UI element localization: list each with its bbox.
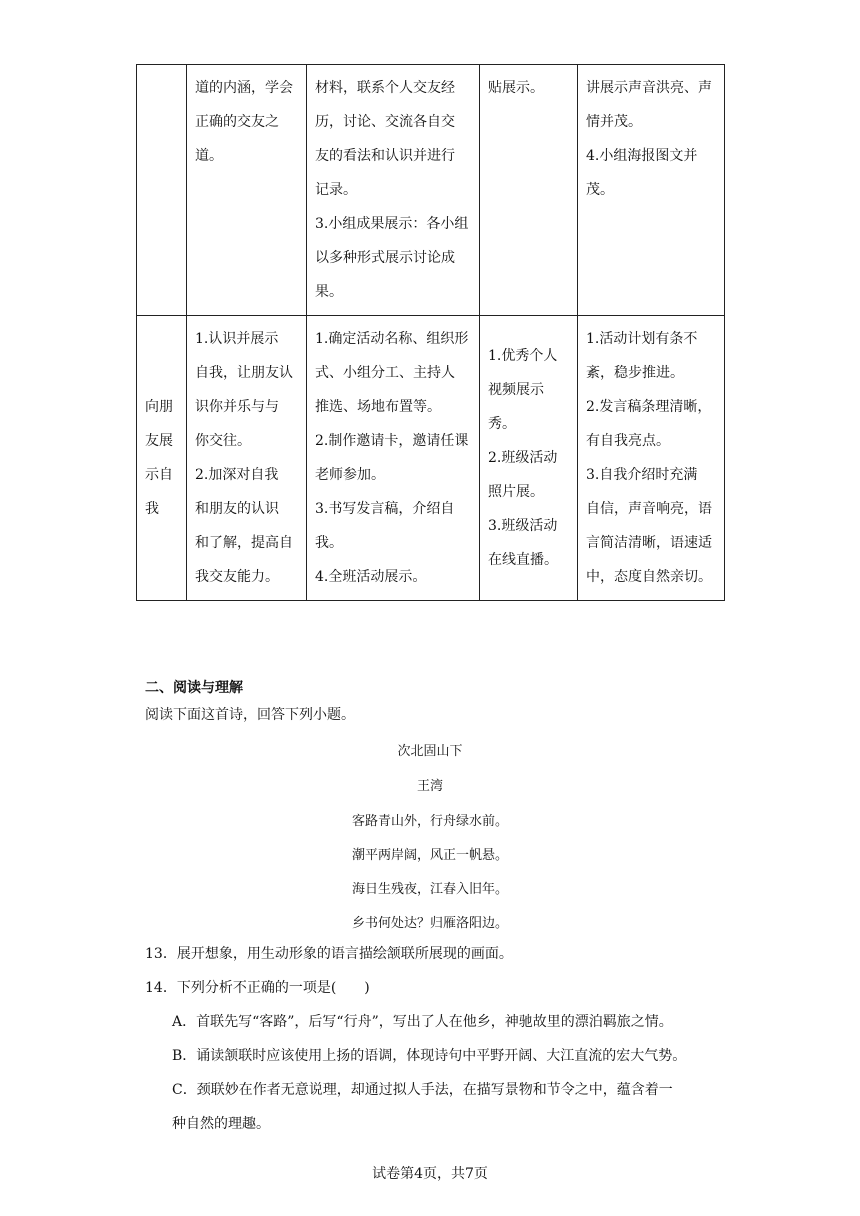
cell-line: 道的内涵，学会: [195, 80, 293, 96]
cell-line: 2.加深对自我: [195, 467, 279, 483]
table-cell: [137, 316, 187, 601]
cell-line: 我交友能力。: [195, 569, 279, 585]
table-cell: [307, 316, 480, 601]
table-cell: [578, 316, 725, 601]
cell-line: 1.确定活动名称、组织形: [315, 331, 469, 347]
cell-line: 有自我亮点。: [586, 433, 670, 449]
cell-line: 中，态度自然亲切。: [586, 569, 712, 585]
cell-line: 和了解，提高自: [195, 535, 293, 551]
table-cell: [187, 316, 307, 601]
cell-line: 材料，联系个人交友经: [315, 80, 455, 96]
cell-line: 式、小组分工、主持人: [315, 365, 455, 381]
table-cell: [187, 65, 307, 316]
page-footer: 试卷第4页，共7页: [372, 1166, 488, 1182]
option-a: A．首联先写“客路”，后写“行舟”，写出了人在他乡，神驰故里的漂泊羁旅之情。: [172, 1014, 673, 1030]
table-cell: [480, 316, 578, 601]
option-c: C．颈联妙在作者无意说理，却通过拟人手法，在描写景物和节令之中，蕴含着一: [172, 1082, 673, 1098]
cell-line: 3.自我介绍时充满: [586, 467, 698, 483]
cell-line: 自我，让朋友认: [195, 365, 293, 381]
poem-line: 乡书何处达？归雁洛阳边。: [351, 916, 508, 931]
cell-line: 示自: [145, 467, 173, 483]
cell-line: 友的看法和认识并进行: [315, 148, 455, 164]
section-heading: 二、阅读与理解: [145, 680, 243, 696]
cell-line: 1.认识并展示: [195, 331, 279, 347]
option-b: B．诵读颔联时应该使用上扬的语调，体现诗句中平野开阔、大江直流的宏大气势。: [172, 1048, 687, 1064]
cell-line: 3.书写发言稿，介绍自: [315, 501, 455, 517]
cell-line: 情并茂。: [586, 114, 642, 130]
cell-line: 和朋友的认识: [195, 501, 279, 517]
cell-line: 秀。: [488, 416, 516, 432]
poem-line: 海日生残夜，江春入旧年。: [351, 882, 508, 897]
cell-line: 老师参加。: [315, 467, 385, 483]
question-14: 14．下列分析不正确的一项是( ): [145, 980, 370, 996]
cell-line: 向朋: [145, 399, 173, 415]
cell-line: 照片展。: [488, 484, 544, 500]
cell-line: 3.班级活动: [488, 518, 558, 534]
cell-line: 我。: [315, 535, 343, 551]
poem-title: 次北固山下: [397, 744, 463, 759]
cell-line: 4.全班活动展示。: [315, 569, 427, 585]
section-instruction: 阅读下面这首诗，回答下列小题。: [145, 707, 355, 723]
cell-line: 紊，稳步推进。: [586, 365, 684, 381]
cell-line: 果。: [315, 284, 343, 300]
cell-line: 在线直播。: [488, 552, 558, 568]
cell-line: 2.制作邀请卡，邀请任课: [315, 433, 469, 449]
option-c-continued: 种自然的理趣。: [172, 1116, 270, 1132]
cell-line: 自信，声音响亮，语: [586, 501, 712, 517]
cell-line: 4.小组海报图文并: [586, 148, 698, 164]
cell-line: 3.小组成果展示：各小组: [315, 216, 469, 232]
activity-plan-table: [136, 64, 725, 601]
table-cell: [480, 65, 578, 316]
cell-line: 1.活动计划有条不: [586, 331, 698, 347]
cell-line: 2.发言稿条理清晰，: [586, 399, 712, 415]
cell-line: 正确的交友之: [195, 114, 279, 130]
cell-line: 推选、场地布置等。: [315, 399, 441, 415]
cell-line: 茂。: [586, 182, 614, 198]
cell-line: 1.优秀个人: [488, 348, 558, 364]
table-row: [137, 316, 725, 601]
cell-line: 道。: [195, 148, 223, 164]
cell-line: 记录。: [315, 182, 357, 198]
table-cell: [307, 65, 480, 316]
cell-line: 视频展示: [488, 382, 544, 398]
poem-line: 客路青山外，行舟绿水前。: [351, 814, 508, 829]
cell-line: 贴展示。: [488, 80, 544, 96]
question-13: 13．展开想象，用生动形象的语言描绘颔联所展现的画面。: [145, 946, 513, 962]
poem-line: 潮平两岸阔，风正一帆悬。: [351, 848, 508, 863]
cell-line: 2.班级活动: [488, 450, 558, 466]
cell-line: 讲展示声音洪亮、声: [586, 80, 712, 96]
poem-author: 王湾: [416, 779, 443, 794]
cell-line: 历，讨论、交流各自交: [315, 114, 455, 130]
cell-line: 我: [145, 501, 159, 517]
cell-line: 识你并乐与与: [195, 399, 279, 415]
table-cell: [137, 65, 187, 316]
table-row: [137, 65, 725, 316]
cell-line: 友展: [145, 433, 173, 449]
cell-line: 言简洁清晰，语速适: [586, 535, 712, 551]
table-cell: [578, 65, 725, 316]
cell-line: 你交往。: [195, 433, 251, 449]
cell-line: 以多种形式展示讨论成: [315, 250, 455, 266]
